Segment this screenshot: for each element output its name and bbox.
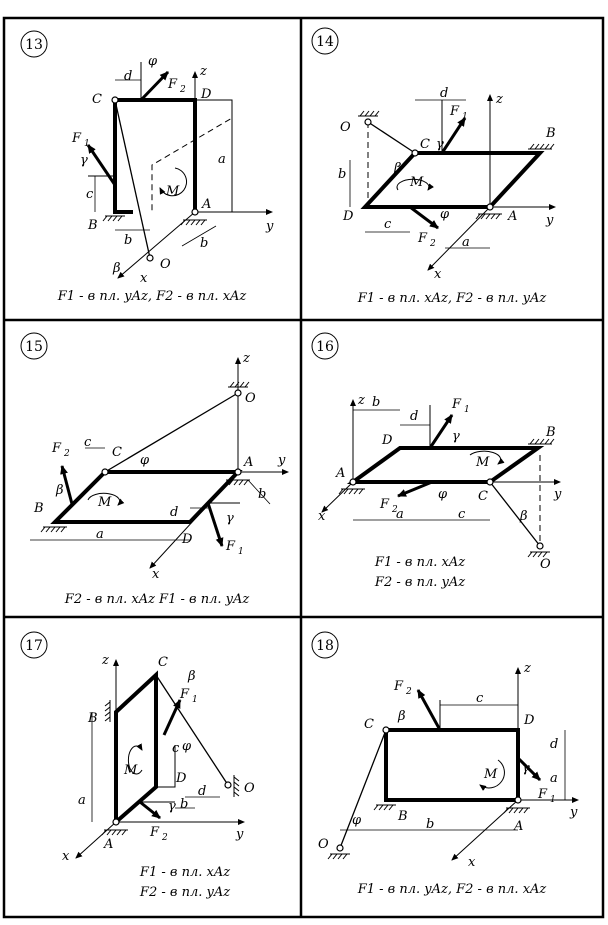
p16-label-f2-sub: 2	[392, 505, 398, 515]
p17-label-a-dim: a	[78, 793, 86, 808]
p17-frame-left	[116, 675, 156, 822]
p18-label-gamma: γ	[522, 761, 530, 776]
p13-dim-a	[195, 100, 232, 212]
p15-label-d: D	[182, 532, 193, 547]
p16-label-gamma: γ	[452, 429, 460, 444]
p18-label-beta: β	[398, 709, 406, 724]
p18-label-d: D	[524, 713, 535, 728]
p14-label-a-dim: a	[462, 235, 470, 250]
p13-rod-co	[115, 100, 150, 258]
p14-label-f1: F	[450, 104, 460, 119]
p15-label-a: A	[244, 455, 254, 470]
p17-label-d-dim: d	[198, 784, 207, 799]
p16-label-d-dim: d	[410, 409, 419, 424]
p15-label-m: M	[98, 495, 112, 510]
p16-hinge-a	[350, 479, 356, 485]
p18-label-c-dim: c	[476, 691, 484, 706]
p17-label-x: x	[62, 849, 70, 864]
p17-label-z: z	[102, 653, 109, 668]
p14-label-c: C	[420, 137, 430, 152]
p13-hinge-o	[147, 255, 153, 261]
p17-label-c: C	[158, 655, 168, 670]
p18-label-a: A	[514, 819, 524, 834]
p18-frame	[386, 730, 518, 800]
p15-label-f2: F	[52, 441, 62, 456]
p18-label-o: O	[318, 837, 329, 852]
p13-label-gamma: γ	[80, 153, 88, 168]
p13-label-beta: β	[113, 261, 121, 276]
p14-frame	[365, 153, 540, 207]
p18-label-x: x	[468, 855, 476, 870]
p15-label-b: B	[34, 501, 44, 516]
p17-label-b-dim: b	[180, 797, 189, 812]
p18-caption: F1 - в пл. yAz, F2 - в пл. xAz	[357, 882, 547, 897]
p17-label-o: O	[244, 781, 255, 796]
p18-label-m: M	[484, 767, 498, 782]
p16-label-beta: β	[520, 509, 528, 524]
p13-label-z: z	[200, 64, 207, 79]
p13-label-b: B	[88, 218, 98, 233]
p17-label-f2-sub: 2	[162, 833, 168, 843]
p13-dim-b2	[182, 226, 216, 246]
p17-support-a	[102, 830, 128, 835]
p17-label-y: y	[236, 827, 244, 842]
p18-label-f1-sub: 1	[550, 795, 556, 805]
p15-label-x: x	[152, 567, 160, 582]
p17-label-beta: β	[188, 669, 196, 684]
p13-label-f2: F	[168, 77, 178, 92]
p16-label-d: D	[382, 433, 393, 448]
p16-caption-line2: F2 - в пл. yAz	[374, 575, 466, 590]
problem-15-number: 15	[25, 339, 43, 355]
p15-hinge-o	[235, 390, 241, 396]
problem-18-number: 18	[316, 638, 334, 654]
p14-label-beta: β	[394, 161, 402, 176]
problem-15	[21, 333, 288, 607]
p16-hinge-c	[487, 479, 493, 485]
problem-13	[21, 31, 274, 304]
p18-label-c: C	[364, 717, 374, 732]
p13-force-f2	[141, 72, 168, 100]
p14-force-f1	[442, 118, 465, 153]
p17-label-c-dim: c	[172, 741, 180, 756]
p13-force-f1	[88, 145, 115, 185]
p16-label-m: M	[476, 455, 490, 470]
p15-label-f1-sub: 1	[238, 547, 244, 557]
p16-label-b: B	[546, 425, 556, 440]
p15-label-d-dim: d	[170, 505, 179, 520]
p14-label-o: O	[340, 120, 351, 135]
p14-hinge-a	[487, 204, 493, 210]
p17-caption-line1: F1 - в пл. xAz	[139, 865, 231, 880]
p17-label-gamma: γ	[168, 799, 176, 814]
p14-label-b: B	[546, 126, 556, 141]
p15-force-f1	[208, 503, 222, 546]
p15-label-z: z	[243, 351, 250, 366]
p13-support-a	[181, 220, 207, 225]
p17-support-o	[234, 775, 239, 797]
p13-label-b2-dim: b	[200, 236, 209, 251]
p16-label-b-dim: b	[372, 395, 381, 410]
p18-label-z: z	[524, 661, 531, 676]
p18-label-f1: F	[538, 787, 548, 802]
p17-label-d: D	[176, 771, 187, 786]
p16-label-c: C	[478, 489, 488, 504]
problem-17-number: 17	[25, 638, 43, 654]
p14-label-d-dim: d	[440, 86, 449, 101]
p15-label-f2-sub: 2	[64, 449, 70, 459]
p17-caption-line2: F2 - в пл. yAz	[139, 885, 231, 900]
p16-label-f1-sub: 1	[464, 405, 470, 415]
p16-label-f2: F	[380, 497, 390, 512]
problem-14	[312, 28, 556, 306]
p16-force-f2	[398, 482, 432, 496]
p16-rod-co	[490, 482, 540, 546]
p18-label-b: B	[398, 809, 408, 824]
p14-hinge-c	[412, 150, 418, 156]
p15-label-b-dim: b	[258, 487, 267, 502]
p14-label-a: A	[508, 209, 518, 224]
p16-label-x: x	[318, 509, 326, 524]
p13-label-x: x	[140, 271, 148, 286]
p17-support-b	[105, 700, 110, 722]
p17-label-f1: F	[180, 687, 190, 702]
p18-force-f2	[418, 690, 440, 730]
p18-hinge-o	[337, 845, 343, 851]
p18-support-o	[328, 854, 350, 859]
p14-label-c-dim: c	[384, 217, 392, 232]
p18-label-d-dim: d	[550, 737, 559, 752]
p17-force-f1	[164, 700, 180, 735]
p15-support-b	[41, 527, 67, 532]
p13-label-d-dim: d	[124, 69, 133, 84]
p14-label-b-dim: b	[338, 167, 347, 182]
p13-label-b-dim: b	[124, 233, 133, 248]
p17-label-phi: φ	[182, 739, 192, 754]
p14-label-f2-sub: 2	[430, 239, 436, 249]
problem-16	[312, 333, 562, 590]
p18-hinge-c	[383, 727, 389, 733]
p14-label-y: y	[546, 213, 554, 228]
p13-hinge-a	[192, 209, 198, 215]
p16-hinge-o	[537, 543, 543, 549]
p13-label-a-dim: a	[218, 152, 226, 167]
p18-support-b	[374, 805, 396, 810]
p15-label-beta: β	[56, 483, 64, 498]
p17-hinge-a	[113, 819, 119, 825]
p13-caption: F1 - в пл. yAz, F2 - в пл. xAz	[57, 289, 247, 304]
p16-label-phi: φ	[438, 487, 448, 502]
p14-support-o	[358, 111, 379, 116]
p13-label-c-dim: c	[86, 187, 94, 202]
problem-18	[312, 632, 578, 897]
problem-13-number: 13	[25, 37, 43, 53]
p15-label-y: y	[278, 453, 286, 468]
p13-label-y: y	[266, 219, 274, 234]
p15-label-phi: φ	[140, 453, 150, 468]
p13-label-f1: F	[72, 131, 82, 146]
p17-label-f2: F	[150, 825, 160, 840]
problem-17	[21, 632, 255, 900]
p14-label-phi: φ	[440, 207, 450, 222]
p16-label-o: O	[540, 557, 551, 572]
p16-frame	[353, 448, 538, 482]
p13-hinge-c	[112, 97, 118, 103]
p16-label-f1: F	[452, 397, 462, 412]
p15-label-c: C	[112, 445, 122, 460]
p18-label-b-dim: b	[426, 817, 435, 832]
p15-label-gamma: γ	[226, 511, 234, 526]
p17-hinge-o	[225, 782, 231, 788]
p18-label-a-dim: a	[550, 771, 558, 786]
p13-label-f2-sub: 2	[180, 85, 186, 95]
p18-label-f2-sub: 2	[406, 687, 412, 697]
p18-label-phi: φ	[352, 813, 362, 828]
p17-label-a: A	[104, 837, 114, 852]
p18-support-a	[504, 808, 530, 813]
p15-rod-co	[105, 393, 238, 472]
p14-hinge-o	[365, 119, 371, 125]
p14-label-z: z	[496, 92, 503, 107]
p13-label-a: A	[202, 197, 212, 212]
p14-rod-oc	[368, 122, 415, 153]
p17-label-m: M	[124, 763, 138, 778]
p17-force-f2	[140, 802, 160, 818]
p13-label-d: D	[201, 87, 212, 102]
p16-label-a-dim: a	[396, 507, 404, 522]
p18-hinge-a	[515, 797, 521, 803]
p15-label-c-dim: c	[84, 435, 92, 450]
p14-force-f2	[410, 207, 438, 228]
p16-label-a: A	[336, 466, 346, 481]
p13-label-o: O	[160, 257, 171, 272]
p13-label-phi: φ	[148, 54, 158, 69]
p14-support-b	[528, 144, 554, 149]
p14-label-f2: F	[418, 231, 428, 246]
p14-support-a	[476, 214, 502, 219]
p14-label-f1-sub: 1	[462, 112, 468, 122]
p13-label-c: C	[92, 92, 102, 107]
p15-caption: F2 - в пл. xAz F1 - в пл. yAz	[64, 592, 250, 607]
problem-14-number: 14	[316, 34, 334, 50]
p15-hinge-a	[235, 469, 241, 475]
p15-hinge-c	[102, 469, 108, 475]
p18-label-f2: F	[394, 679, 404, 694]
p16-caption-line1: F1 - в пл. xAz	[374, 555, 466, 570]
p14-label-d: D	[343, 209, 354, 224]
p16-x-axis	[322, 482, 353, 512]
p15-label-o: O	[245, 391, 256, 406]
p13-label-m: M	[166, 184, 180, 199]
p14-x-axis	[428, 207, 490, 270]
p13-support-b	[103, 216, 125, 221]
problem-16-number: 16	[316, 339, 334, 355]
p13-label-f1-sub: 1	[84, 139, 90, 149]
p14-caption: F1 - в пл. xAz, F2 - в пл. yAz	[357, 291, 547, 306]
p14-label-x: x	[434, 267, 442, 282]
p18-label-y: y	[570, 805, 578, 820]
p16-label-z: z	[358, 393, 365, 408]
p15-label-f1: F	[226, 539, 236, 554]
p16-force-f1	[430, 415, 452, 448]
p17-label-f1-sub: 1	[192, 695, 198, 705]
p14-label-m: M	[410, 175, 424, 190]
p16-label-c-dim: c	[458, 507, 466, 522]
p16-label-y: y	[554, 487, 562, 502]
p15-label-a-dim: a	[96, 527, 104, 542]
p17-label-b: B	[88, 711, 98, 726]
p14-label-gamma: γ	[436, 137, 444, 152]
